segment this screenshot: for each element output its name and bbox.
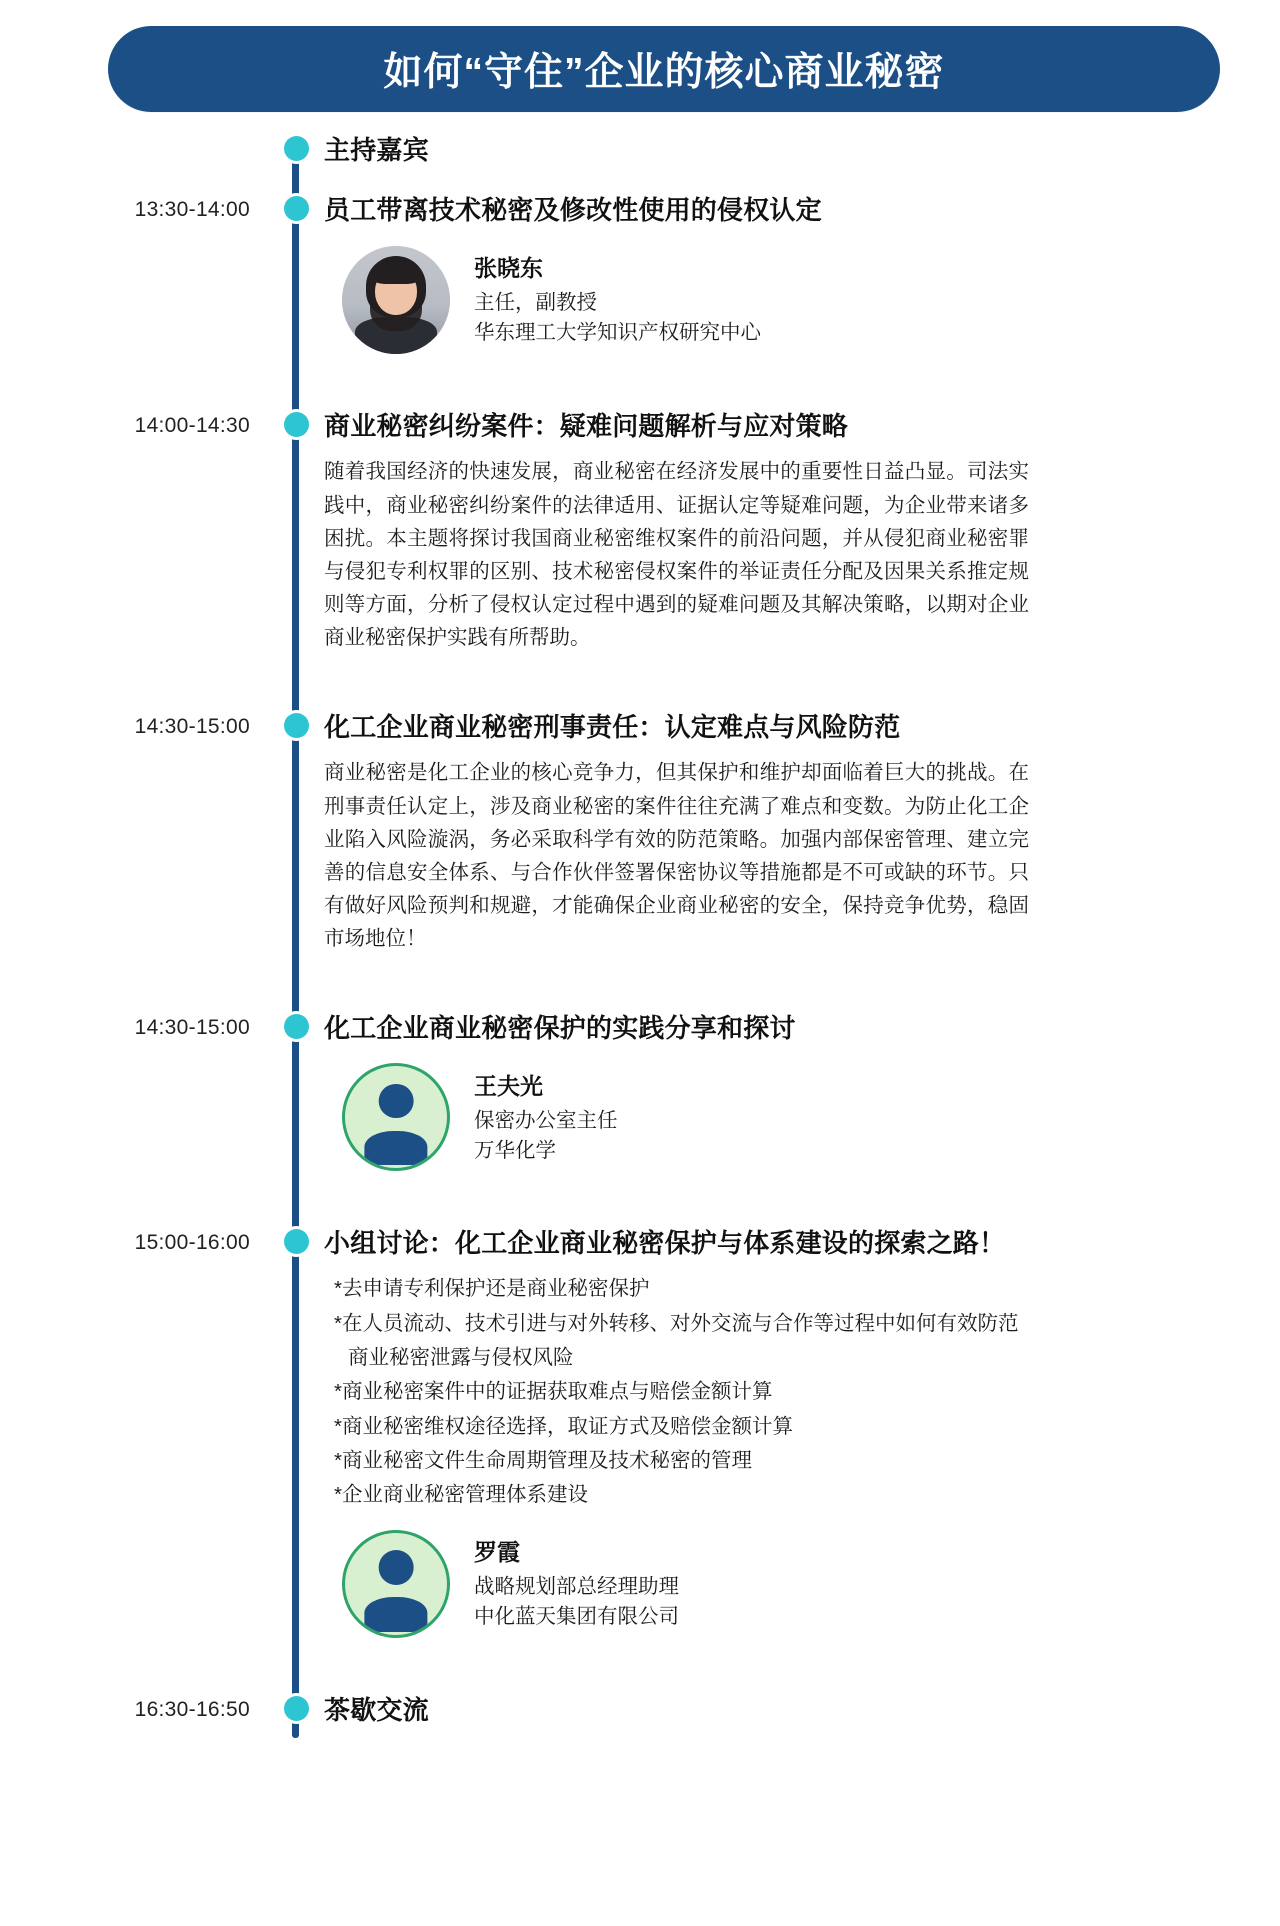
avatar	[342, 246, 450, 354]
person-icon	[345, 1533, 447, 1635]
timeline-dot-icon	[284, 713, 309, 738]
list-item: *商业秘密文件生命周期管理及技术秘密的管理	[334, 1449, 752, 1473]
row-time: 15:00-16:00	[134, 1231, 250, 1255]
row-content	[320, 134, 1210, 168]
row-description: 商业秘密是化工企业的核心竞争力，但其保护和维护却面临着巨大的挑战。在刑事责任认定上，涉及商业秘密的案件往往充满了难点和变数。为防止化工企业陷入风险漩涡，务必采取科学有效的防范策略。加强内部保密管理、建立完善的信息安全体系、与合作伙伴签署保密协议等措施都是不可或缺的环节。只有做好风险预判和规避，才能确保企业商业秘密的安全，保持竞争优势，稳固市场地位！	[324, 761, 1029, 951]
row-time: 14:30-15:00	[134, 1015, 250, 1039]
speaker-info	[474, 1536, 679, 1632]
discussion-topics	[324, 1273, 1064, 1512]
person-icon-body	[364, 1597, 427, 1632]
list-item: *商业秘密维权途径选择，取证方式及赔偿金额计算	[334, 1414, 793, 1438]
speaker-title: 主任，副教授	[474, 291, 597, 315]
row-time: 14:30-15:00	[134, 714, 250, 738]
row-dot-wrap	[272, 194, 320, 221]
person-icon-head	[379, 1084, 414, 1119]
speaker-title: 战略规划部总经理助理	[474, 1575, 679, 1599]
speaker-block	[324, 1063, 1210, 1171]
speaker-name: 罗霞	[474, 1538, 520, 1565]
row-title: 茶歇交流	[324, 1694, 429, 1725]
avatar	[342, 1530, 450, 1638]
timeline-dot-icon	[284, 196, 309, 221]
row-dot-wrap	[272, 711, 320, 738]
row-time	[0, 134, 272, 138]
row-time: 14:00-14:30	[134, 413, 250, 437]
speaker-name: 王夫光	[474, 1072, 543, 1099]
row-title: 商业秘密纠纷案件：疑难问题解析与应对策略	[324, 410, 849, 441]
header	[0, 0, 1280, 112]
row-content	[320, 1227, 1210, 1637]
row-content	[320, 194, 1210, 354]
row-title: 主持嘉宾	[324, 135, 429, 165]
timeline-row	[0, 711, 1280, 956]
person-icon-head	[379, 1550, 414, 1585]
row-title: 化工企业商业秘密保护的实践分享和探讨	[324, 1012, 796, 1043]
person-icon	[345, 1066, 447, 1168]
timeline-dot-icon	[284, 136, 309, 161]
timeline-row	[0, 410, 1280, 655]
speaker-block	[324, 1530, 1210, 1638]
timeline-row	[0, 1694, 1280, 1728]
page-title: 如何“守住”企业的核心商业秘密	[383, 51, 945, 94]
speaker-title: 保密办公室主任	[474, 1108, 618, 1132]
avatar-photo-body	[355, 317, 437, 354]
row-content	[320, 711, 1210, 956]
speaker-block	[324, 246, 1210, 354]
timeline-row	[0, 194, 1280, 354]
row-description: 随着我国经济的快速发展，商业秘密在经济发展中的重要性日益凸显。司法实践中，商业秘密纠纷案件的法律适用、证据认定等疑难问题，为企业带来诸多困扰。本主题将探讨我国商业秘密维权案件的前沿问题，并从侵犯商业秘密罪与侵犯专利权罪的区别、技术秘密侵权案件的举证责任分配及因果关系推定规则等方面，分析了侵权认定过程中遇到的疑难问题及其解决策略，以期对企业商业秘密保护实践有所帮助。	[324, 460, 1029, 650]
list-item: *企业商业秘密管理体系建设	[334, 1483, 588, 1507]
speaker-org: 万华化学	[474, 1138, 556, 1162]
speaker-info	[474, 252, 761, 348]
row-dot-wrap	[272, 1694, 320, 1721]
speaker-info	[474, 1070, 618, 1166]
title-banner	[108, 26, 1220, 112]
avatar	[342, 1063, 450, 1171]
row-dot-wrap	[272, 1227, 320, 1254]
row-title: 化工企业商业秘密刑事责任：认定难点与风险防范	[324, 711, 901, 742]
row-content	[320, 1694, 1210, 1728]
list-item: *去申请专利保护还是商业秘密保护	[334, 1277, 650, 1301]
row-title: 小组讨论：化工企业商业秘密保护与体系建设的探索之路！	[324, 1228, 1006, 1259]
row-content	[320, 410, 1210, 655]
person-icon-body	[364, 1131, 427, 1166]
row-title: 员工带离技术秘密及修改性使用的侵权认定	[324, 194, 822, 225]
list-item: *在人员流动、技术引进与对外转移、对外交流与合作等过程中如何有效防范	[334, 1311, 1019, 1335]
timeline-dot-icon	[284, 1229, 309, 1254]
speaker-org: 中化蓝天集团有限公司	[474, 1605, 679, 1629]
timeline-row	[0, 1012, 1280, 1172]
timeline-dot-icon	[284, 1014, 309, 1039]
row-dot-wrap	[272, 134, 320, 161]
speaker-org: 华东理工大学知识产权研究中心	[474, 320, 761, 344]
list-item: *商业秘密案件中的证据获取难点与赔偿金额计算	[334, 1380, 773, 1404]
timeline	[0, 134, 1280, 1738]
timeline-row	[0, 134, 1280, 168]
timeline-row	[0, 1227, 1280, 1637]
timeline-dot-icon	[284, 1696, 309, 1721]
list-item-continuation: 商业秘密泄露与侵权风险	[348, 1345, 574, 1369]
row-content	[320, 1012, 1210, 1172]
row-dot-wrap	[272, 410, 320, 437]
row-time: 16:30-16:50	[134, 1697, 250, 1721]
row-time: 13:30-14:00	[134, 197, 250, 221]
avatar-photo-fringe	[371, 263, 421, 285]
row-dot-wrap	[272, 1012, 320, 1039]
speaker-name: 张晓东	[474, 254, 543, 281]
timeline-dot-icon	[284, 412, 309, 437]
